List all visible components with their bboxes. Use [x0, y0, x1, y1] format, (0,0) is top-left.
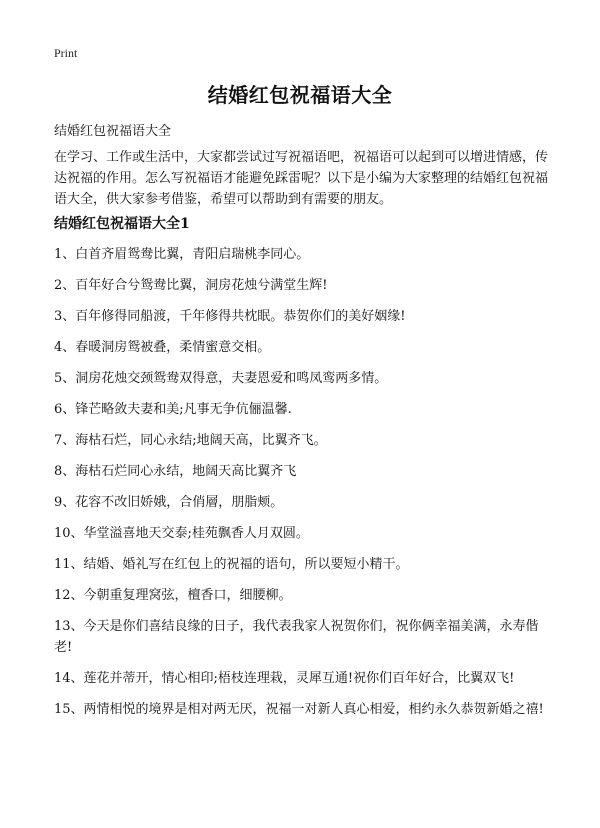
list-item: 1、白首齐眉鸳鸯比翼，青阳启瑞桃李同心。 — [54, 247, 310, 262]
print-link[interactable]: Print — [54, 46, 78, 60]
list-item: 13、今天是你们喜结良缘的日子，我代表我家人祝贺你们，祝你俩幸福美满，永寿偕老! — [54, 619, 539, 655]
section-heading: 结婚红包祝福语大全1 — [54, 216, 190, 232]
list-item: 15、两情相悦的境界是相对两无厌，祝福一对新人真心相爱，相约永久恭贺新婚之禧! — [54, 702, 544, 717]
list-item: 14、莲花并蒂开，情心相印;梧枝连理栽，灵犀互通!祝你们百年好合，比翼双飞! — [54, 671, 515, 686]
list-item: 6、锋芒略敛夫妻和美;凡事无争伉俪温馨. — [54, 402, 292, 417]
list-item: 5、洞房花烛交颈鸳鸯双得意，夫妻恩爱和鸣凤鸾两多情。 — [54, 371, 388, 386]
page-title: 结婚红包祝福语大全 — [207, 83, 393, 107]
list-item: 8、海枯石烂同心永结，地阔天高比翼齐飞 — [54, 464, 297, 479]
list-item: 11、结婚、婚礼写在红包上的祝福的语句，所以要短小精干。 — [54, 557, 409, 572]
blessing-list — [54, 244, 554, 751]
list-item: 2、百年好合兮鸳鸯比翼，洞房花烛兮满堂生辉! — [54, 278, 328, 293]
list-item: 12、今朝重复理窝弦，檀香口，细腰柳。 — [54, 588, 292, 603]
list-item: 10、华堂溢喜地天交泰;桂苑飘香人月双圆。 — [54, 526, 309, 541]
document-subtitle: 结婚红包祝福语大全 — [54, 124, 172, 139]
list-item: 4、春暖洞房鸳被叠，柔情蜜意交相。 — [54, 340, 271, 355]
intro-paragraph: 在学习、工作或生活中，大家都尝试过写祝福语吧，祝福语可以起到可以增进情感，传达祝福的作用。怎么写祝福语才能避免踩雷呢？以下是小编为大家整理的结婚红包祝福语大全，供大家参考借鉴，希望可以帮助到有需要的朋友。 — [54, 150, 549, 207]
list-item: 7、海枯石烂，同心永结;地阔天高，比翼齐飞。 — [54, 433, 327, 448]
list-item: 3、百年修得同船渡，千年修得共枕眠。恭贺你们的美好姻缘! — [54, 309, 406, 324]
list-item: 9、花容不改旧娇娥，合俏層，朋脂颊。 — [54, 495, 284, 510]
